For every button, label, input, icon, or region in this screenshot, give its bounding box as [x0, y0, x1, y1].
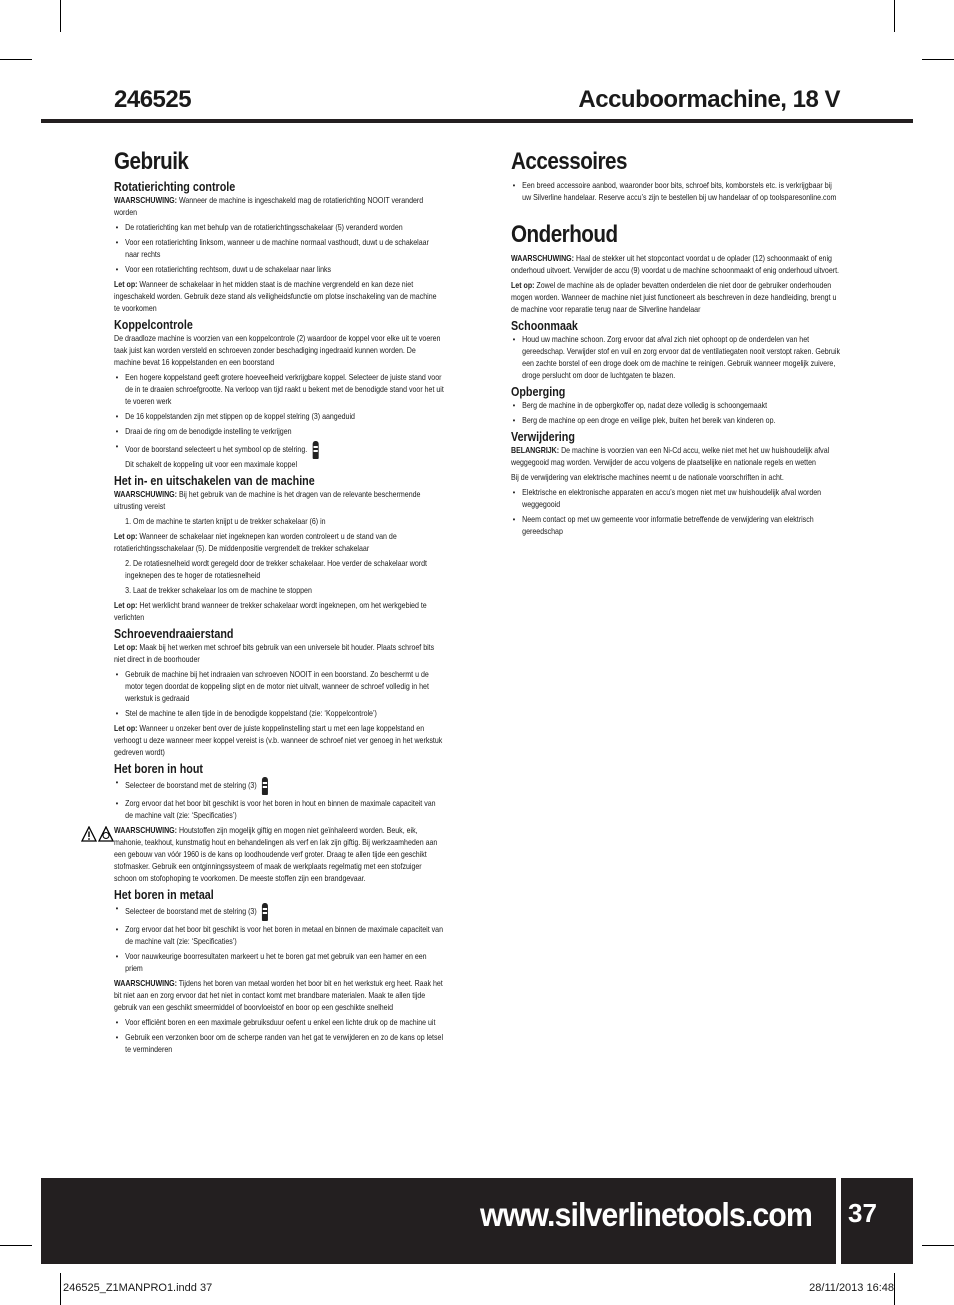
- right-column: [511, 148, 841, 541]
- subheading-in-uitschakelen: Het in- en uitschakelen van de machine: [114, 474, 315, 488]
- paragraph: Let op: Wanneer de schakelaar in het midden staat is de machine vergrendeld en kan deze niet ingeschakeld worden. Gebruik deze stand als veiligheidsfunctie om plotse inschakeling van de machine te voorkomen: [114, 280, 437, 313]
- header-rule: [41, 119, 913, 123]
- subheading-opberging: Opberging: [511, 385, 566, 399]
- bullet-list: [114, 777, 444, 822]
- paragraph: Let op: Maak bij het werken met schroef bits gebruik van een universele bit houder. Plaats schroef bits niet direct in de boorhouder: [114, 643, 435, 664]
- bullet-list: [511, 334, 841, 382]
- list-item: • Draai de ring om de benodigde instelling te verkrijgen: [114, 426, 444, 438]
- section-heading-onderhoud: Onderhoud: [511, 221, 618, 248]
- list-item: • Neem contact op met uw gemeente voor informatie betreffende de verwijdering van elektrisch gereedschap: [511, 514, 841, 538]
- subheading-schoonmaak: Schoonmaak: [511, 319, 578, 333]
- section-heading-gebruik: Gebruik: [114, 148, 189, 175]
- list-item: • Zorg ervoor dat het boor bit geschikt is voor het boren in hout en binnen de maximale capaciteit van de machine valt (zie: ‘Specificaties’): [114, 798, 444, 822]
- list-item: • Voor een rotatierichting rechtsom, duwt u de schakelaar naar links: [114, 264, 444, 276]
- list-item: • Selecteer de boorstand met de stelring (3): [114, 903, 444, 921]
- list-item: • De rotatierichting kan met behulp van de rotatierichtingsschakelaar (5) veranderd worden: [114, 222, 444, 234]
- paragraph: WAARSCHUWING: Tijdens het boren van metaal worden het boor bit en het werkstuk erg heet. Raak het bit niet aan en zorg ervoor dat het niet in contact komt met brandbare materialen. Maak te allen tijde gebruik van een geschikt smeermiddel of boorvloeistof en boor op een geschikte snelheid: [114, 979, 443, 1012]
- product-code: 246525: [114, 86, 192, 113]
- paragraph: Let op: Wanneer u onzeker bent over de juiste koppelinstelling start u met een lage koppelstand en verhoogt u deze wanneer meer koppel vereist is (v.b. wanneer de schroef niet ver genoeg in het werkstuk gedreven wordt): [114, 724, 443, 757]
- section-heading-accessoires: Accessoires: [511, 148, 627, 175]
- subheading-rotatierichting: Rotatierichting controle: [114, 180, 236, 194]
- paragraph: WAARSCHUWING: Bij het gebruik van de machine is het dragen van de relevante beschermende uitrusting vereist: [114, 490, 421, 511]
- crop-mark: [0, 1245, 32, 1246]
- subheading-verwijdering: Verwijdering: [511, 430, 575, 444]
- crop-mark: [0, 59, 32, 60]
- footer-separator: [836, 1178, 841, 1264]
- slug-file: 246525_Z1MANPRO1.indd 37: [63, 1282, 213, 1294]
- drill-mode-icon: [262, 777, 268, 795]
- subheading-schroevendraaierstand: Schroevendraaierstand: [114, 627, 234, 641]
- list-item: • Gebruik de machine bij het indraaien van schroeven NOOIT in een boorstand. Zo beschermt u de motor tegen doordat de koppeling slipt en de motor niet uitvalt, wanneer de schroef volledig in het werkstuk is gedraaid: [114, 669, 444, 705]
- drill-mode-icon: [262, 903, 268, 921]
- list-item: • Elektrische en elektronische apparaten en accu’s mogen niet met uw huishoudelijk afval worden weggegooid: [511, 487, 841, 511]
- page-number: 37: [848, 1198, 877, 1228]
- list-item: • Houd uw machine schoon. Zorg ervoor dat afval zich niet ophoopt op de onderdelen van het gereedschap. Verwijder stof en vuil en zorg ervoor dat de ventilatiegaten nooit verstopt raken. Gebruik een zachte borstel of een droge doek om de machine te reinigen. Gebruik wanneer mogelijk zuivere, droge perslucht om door de luchtgaten te blazen.: [511, 334, 841, 382]
- paragraph: Bij de verwijdering van elektrische machines neemt u de nationale voorschriften in acht.: [511, 473, 784, 482]
- list-item: • Een breed accessoire aanbod, waaronder boor bits, schroef bits, komborstels etc. is verkrijgbaar bij uw Silverline handelaar. Reserve accu’s zijn te bestellen bij uw handelaar of op toolsparesonline.com: [511, 180, 841, 204]
- crop-mark: [922, 1245, 954, 1246]
- list-item: 3. Laat de trekker schakelaar los om de machine te stoppen: [125, 586, 312, 595]
- list-item: • Berg de machine op een droge en veilige plek, buiten het bereik van kinderen op.: [511, 415, 841, 427]
- left-column: [114, 148, 444, 1059]
- subheading-boren-hout: Het boren in hout: [114, 762, 203, 776]
- paragraph: WAARSCHUWING: Houtstoffen zijn mogelijk giftig en mogen niet geïnhaleerd worden. Beuk, eik, mahonie, teakhout, kunstmatig hout en behandelingen als verf en lak zijn giftig. Bij werkzaamheden aan een gebouw van vóór 1960 is de kans op loodhoudende verf groter. Draag te allen tijde een geschikt stofmasker. Gebruik een ontginningssysteem of maak de werkplaats regelmatig met een stofzuiger schoon om stofophoping te voorkomen. De meeste stoffen zijn een brandgevaar.: [114, 826, 438, 883]
- paragraph: De draadloze machine is voorzien van een koppelcontrole (2) waardoor de koppel voor elke uit te voeren taak juist kan worden versteld en schroeven zonder beschadiging ingedraaid kunnen worden. De machine bevat 16 koppelstanden en een boorstand: [114, 334, 441, 367]
- list-item: • Stel de machine te allen tijde in de benodigde koppelstand (zie: ‘Koppelcontrole’): [114, 708, 444, 720]
- bullet-list: [114, 222, 444, 276]
- bullet-list: [511, 180, 841, 204]
- subheading-koppelcontrole: Koppelcontrole: [114, 318, 193, 332]
- crop-mark: [894, 1273, 895, 1305]
- crop-mark: [60, 1273, 61, 1305]
- list-item: 1. Om de machine te starten knijpt u de trekker schakelaar (6) in: [125, 517, 326, 526]
- list-item: • Voor efficiënt boren en een maximale gebruiksduur oefent u enkel een lichte druk op de machine uit: [114, 1017, 444, 1029]
- list-item: • Voor nauwkeurige boorresultaten markeert u het te boren gat met gebruik van een hamer en een priem: [114, 951, 444, 975]
- bullet-list: [114, 669, 444, 720]
- warning-triangle-icons: [81, 826, 115, 842]
- bullet-list: [114, 903, 444, 975]
- paragraph: WAARSCHUWING: Haal de stekker uit het stopcontact voordat u de oplader (12) schoonmaakt of enig onderhoud uitvoert. Verwijder de accu (9) voordat u de machine schoonmaakt of enig onderhoud uitvoert.: [511, 254, 840, 275]
- footer-url: www.silverlinetools.com: [480, 1196, 813, 1233]
- slug-date: 28/11/2013 16:48: [809, 1282, 894, 1294]
- list-item: • Voor de boorstand selecteert u het symbool op de stelring. Dit schakelt de koppeling uit voor een maximale koppel: [114, 441, 444, 471]
- bullet-list: [114, 372, 444, 471]
- bullet-list: [511, 487, 841, 538]
- crop-mark: [60, 0, 61, 32]
- crop-mark: [922, 59, 954, 60]
- subheading-boren-metaal: Het boren in metaal: [114, 888, 214, 902]
- crop-mark: [894, 0, 895, 32]
- numbered-list: [114, 516, 444, 528]
- numbered-list: [114, 558, 444, 597]
- bullet-list: [114, 1017, 444, 1056]
- list-item: • Berg de machine in de opbergkoffer op, nadat deze volledig is schoongemaakt: [511, 400, 841, 412]
- paragraph: BELANGRIJK: De machine is voorzien van een Ni-Cd accu, welke niet met het uw huishoudelijk afval weggegooid mag worden. Verwijder de accu volgens de plaatselijke en nationale regels en wetten: [511, 446, 830, 467]
- list-item: • Gebruik een verzonken boor om de scherpe randen van het gat te verwijderen en zo de kans op letsel te verminderen: [114, 1032, 444, 1056]
- list-item: • De 16 koppelstanden zijn met stippen op de koppel stelring (3) aangeduid: [114, 411, 444, 423]
- list-item: • Zorg ervoor dat het boor bit geschikt is voor het boren in metaal en binnen de maximale capaciteit van de machine valt (zie: ‘Specificaties’): [114, 924, 444, 948]
- paragraph: Let op: Wanneer de schakelaar niet ingeknepen kan worden controleert u de stand van de rotatierichtingsschakelaar (5). De middenpositie vergrendelt de trekker schakelaar: [114, 532, 397, 553]
- paragraph: WAARSCHUWING: Wanneer de machine is ingeschakeld mag de rotatierichting NOOIT veranderd worden: [114, 196, 424, 217]
- bullet-list: [511, 400, 841, 427]
- drill-mode-icon: [312, 441, 318, 459]
- list-item: • Voor een rotatierichting linksom, wanneer u de machine normaal vasthoudt, duwt u de schakelaar naar rechts: [114, 237, 444, 261]
- list-item: 2. De rotatiesnelheid wordt geregeld door de trekker schakelaar. Hoe verder de schakelaar wordt ingeknepen des te hoger de rotatiesnelheid: [125, 559, 427, 580]
- list-item: • Een hogere koppelstand geeft grotere hoeveelheid verkrijgbare koppel. Selecteer de juiste stand voor de in te draaien schroefgrootte. Na verloop van tijd raakt u bekent met de benodigde stand voor het uit te voeren werk: [114, 372, 444, 408]
- product-title: Accuboormachine, 18 V: [578, 86, 840, 113]
- paragraph: Let op: Zowel de machine als de oplader bevatten onderdelen die niet door de gebruiker onderhouden mogen worden. Wanneer de machine niet juist functioneert als beschreven in deze handleiding, brengt u de machine voor reparatie terug naar de Silverline handelaar: [511, 281, 837, 314]
- paragraph: Let op: Het werklicht brand wanneer de trekker schakelaar wordt ingeknepen, om het werkgebied te verlichten: [114, 601, 427, 622]
- list-item: • Selecteer de boorstand met de stelring (3): [114, 777, 444, 795]
